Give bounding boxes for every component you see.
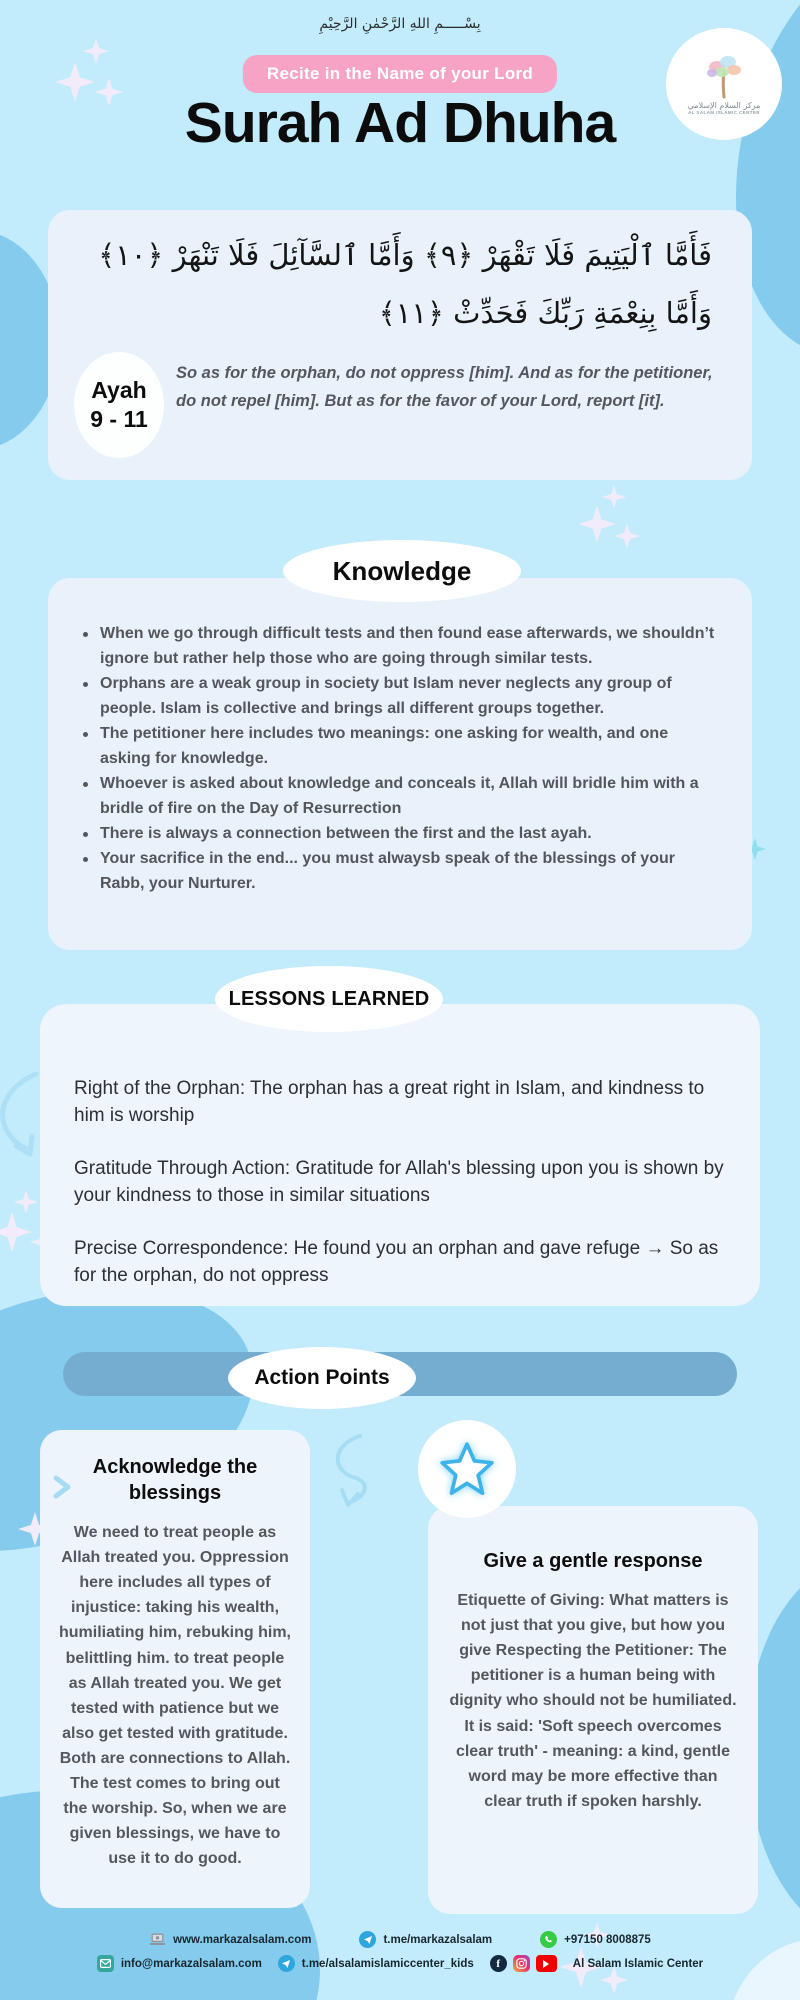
knowledge-heading: Knowledge (283, 540, 521, 602)
youtube-icon[interactable] (536, 1955, 557, 1972)
action-points-heading: Action Points (228, 1347, 416, 1409)
knowledge-bullet: When we go through difficult tests and then found ease afterwards, we shouldn’t ignore but rather help those who are going through similar tests. (78, 622, 718, 672)
footer-row-2 (97, 1955, 703, 1972)
knowledge-bullet-list (78, 622, 718, 896)
whatsapp-icon (540, 1931, 557, 1948)
action-card-gentle-response (428, 1506, 758, 1914)
action-card-body: Etiquette of Giving: What matters is not just that you give, but how you give Respecting the Petitioner: The petitioner is a human being with dignity who should not be humiliated. It is said: 'Soft speech overcomes clear truth' - meaning: a kind, gentle word may be more effective than clear truth if spoken harshly. (449, 1592, 737, 1810)
footer (0, 1931, 800, 1972)
knowledge-bullet: The petitioner here includes two meanings: one asking for wealth, and one asking for knowledge. (78, 722, 718, 772)
ayah-card (48, 210, 752, 480)
ayah-translation: So as for the orphan, do not oppress [him]. And as for the petitioner, do not repel [him]. But as for the favor of your Lord, report [it]. (176, 364, 713, 410)
page-title: Surah Ad Dhuha (184, 91, 616, 155)
logo-arabic-text: مركز السلام الإسلامي (687, 101, 761, 110)
instagram-icon[interactable] (513, 1955, 530, 1972)
action-card-acknowledge (40, 1430, 310, 1908)
footer-email-link[interactable]: info@markazalsalam.com (97, 1955, 262, 1972)
facebook-icon[interactable]: f (490, 1955, 507, 1972)
footer-telegram-link[interactable]: t.me/markazalsalam (359, 1931, 492, 1948)
lesson-paragraph: Right of the Orphan: The orphan has a great right in Islam, and kindness to him is worship (74, 1078, 705, 1126)
ayah-number-badge (74, 352, 164, 458)
footer-social-label: Al Salam Islamic Center (572, 1957, 704, 1970)
action-card-title: Acknowledge the blessings (92, 1456, 258, 1504)
star-badge (418, 1420, 516, 1518)
action-card-body: We need to treat people as Allah treated you. Oppression here includes all types of injustice: taking his wealth, humiliating him, rebuking him, belittling him. to treat people as Allah treated you. We get tested with patience but we also get tested with gratitude. Both are connections to Allah. The test comes to bring out the worship. So, when we are given blessings, we have to use it to do good. (58, 1524, 291, 1868)
arabic-verse-line1: فَأَمَّا ٱلْيَتِيمَ فَلَا تَقْهَرْ ﴿٩﴾ وَأَمَّا ٱلسَّآئِلَ فَلَا تَنْهَرْ ﴿١٠﴾ (98, 238, 712, 272)
footer-website-link[interactable]: www.markazalsalam.com (149, 1931, 311, 1948)
curved-arrow-doodle-icon (320, 1432, 376, 1512)
email-icon (97, 1955, 114, 1972)
lessons-card (40, 1004, 760, 1306)
ayah-range: 9 - 11 (90, 406, 148, 432)
footer-telegram-kids-link[interactable]: t.me/alsalamislamiccenter_kids (278, 1955, 474, 1972)
lesson-paragraph: Gratitude Through Action: Gratitude for Allah's blessing upon you is shown by your kindness to those in similar situations (74, 1157, 724, 1206)
lesson-paragraph: Precise Correspondence: He found you an orphan and gave refuge → So as for the orphan, do not oppress (74, 1237, 719, 1286)
telegram-icon (278, 1955, 295, 1972)
footer-socials (490, 1955, 557, 1972)
telegram-icon (359, 1931, 376, 1948)
laptop-icon (149, 1931, 166, 1948)
chevron-doodle-icon (48, 1472, 78, 1502)
action-card-title: Give a gentle response (483, 1550, 703, 1572)
ayah-word: Ayah (91, 377, 147, 404)
lessons-heading: LESSONS LEARNED (215, 966, 443, 1032)
knowledge-bullet: Your sacrifice in the end... you must alwaysb speak of the blessings of your Rabb, your Nurturer. (78, 847, 718, 897)
knowledge-bullet: Whoever is asked about knowledge and conceals it, Allah will bridle him with a bridle of fire on the Day of Resurrection (78, 772, 718, 822)
lessons-paragraph-list (74, 1076, 726, 1290)
footer-row-1 (149, 1931, 651, 1948)
arabic-verse-line2: وَأَمَّا بِنِعْمَةِ رَبِّكَ فَحَدِّثْ ﴿١١﴾ (378, 296, 712, 330)
bismillah-calligraphy: بِسْـــــمِ اللهِ الرَّحْمٰنِ الرَّحِيْمِ (319, 16, 481, 32)
subtitle-badge: Recite in the Name of your Lord (243, 55, 557, 93)
footer-phone[interactable]: +97150 8008875 (540, 1931, 651, 1948)
knowledge-card (48, 578, 752, 950)
knowledge-bullet: Orphans are a weak group in society but Islam never neglects any group of people. Islam is collective and brings all different groups together. (78, 672, 718, 722)
logo-english-text: AL SALAM ISLAMIC CENTER (688, 110, 760, 115)
star-icon (436, 1438, 498, 1500)
knowledge-bullet: There is always a connection between the first and the last ayah. (78, 822, 718, 847)
